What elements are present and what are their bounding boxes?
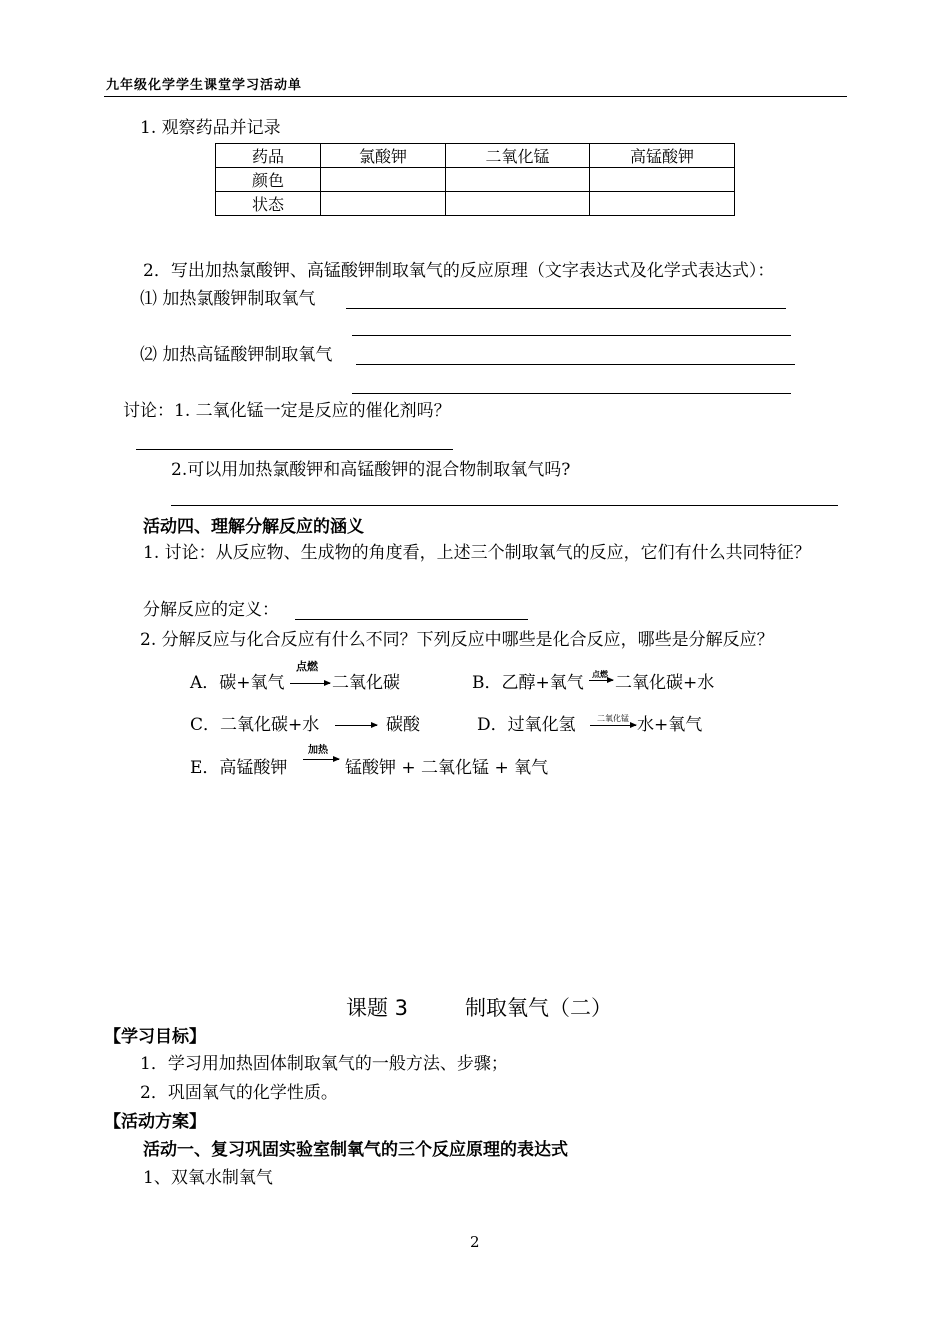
- reaction-arrow: [590, 725, 636, 726]
- reaction-arrow: [589, 680, 613, 681]
- drug-observation-table: [215, 143, 735, 216]
- table-cell: 颜色: [216, 168, 321, 192]
- answer-line[interactable]: [136, 449, 453, 450]
- reaction-b-right: 二氧化碳+水: [615, 673, 715, 693]
- table-cell[interactable]: [321, 168, 446, 192]
- header-rule: [104, 96, 847, 97]
- answer-line[interactable]: [295, 619, 528, 620]
- reaction-b-condition: 点燃: [592, 670, 608, 679]
- table-cell[interactable]: [446, 168, 590, 192]
- table-header-cell: 药品: [216, 144, 321, 168]
- table-cell: 状态: [216, 192, 321, 216]
- table-cell[interactable]: [321, 192, 446, 216]
- reaction-c-right: 碳酸: [386, 715, 420, 735]
- reaction-e-left: E．高锰酸钾: [190, 758, 288, 778]
- reaction-arrow: [290, 683, 330, 684]
- learning-goal-2: 2．巩固氧气的化学性质。: [140, 1083, 338, 1103]
- reaction-a-right: 二氧化碳: [332, 673, 400, 693]
- activity4-q2: 2. 分解反应与化合反应有什么不同？下列反应中哪些是化合反应，哪些是分解反应？: [140, 630, 774, 650]
- discussion-q2: 2.可以用加热氯酸钾和高锰酸钾的混合物制取氧气吗?: [171, 460, 571, 480]
- section2-item2: ⑵ 加热高锰酸钾制取氧气: [140, 345, 333, 365]
- reaction-arrow: [335, 725, 377, 726]
- learning-goals-label: 【学习目标】: [104, 1027, 206, 1047]
- lesson-title-text: 制取氧气（二）: [465, 996, 612, 1020]
- page-number: 2: [470, 1233, 480, 1251]
- answer-line[interactable]: [346, 308, 786, 309]
- table-cell[interactable]: [590, 168, 735, 192]
- activity4-title: 活动四、理解分解反应的涵义: [143, 517, 364, 537]
- lesson-title-number: 课题 3: [346, 996, 409, 1020]
- table-cell[interactable]: [590, 192, 735, 216]
- section2-item1: ⑴ 加热氯酸钾制取氧气: [140, 289, 316, 309]
- answer-line[interactable]: [352, 335, 791, 336]
- reaction-d-right: 水+氧气: [637, 715, 703, 735]
- reaction-e-right: 锰酸钾 + 二氧化锰 + 氧气: [345, 758, 549, 778]
- reaction-b-left: B．乙醇+氧气: [472, 673, 584, 693]
- reaction-a-left: A．碳+氧气: [190, 673, 285, 693]
- activity1-item1: 1、双氧水制氧气: [143, 1168, 273, 1188]
- table-header-row: [216, 144, 735, 168]
- reaction-arrow: [303, 759, 339, 760]
- table-header-cell: 高锰酸钾: [590, 144, 735, 168]
- answer-line[interactable]: [171, 505, 838, 506]
- activity4-q1: 1. 讨论：从反应物、生成物的角度看，上述三个制取氧气的反应，它们有什么共同特征？: [143, 543, 811, 563]
- table-header-cell: 二氧化锰: [446, 144, 590, 168]
- answer-line[interactable]: [352, 393, 791, 394]
- reaction-d-condition: 二氧化锰: [597, 714, 629, 723]
- answer-line[interactable]: [356, 364, 795, 365]
- reaction-e-condition: 加热: [308, 745, 328, 756]
- reaction-a-condition: 点燃: [296, 660, 318, 673]
- activity-plan-label: 【活动方案】: [104, 1112, 206, 1132]
- learning-goal-1: 1．学习用加热固体制取氧气的一般方法、步骤；: [140, 1054, 508, 1074]
- section2-heading: 2．写出加热氯酸钾、高锰酸钾制取氧气的反应原理（文字表达式及化学式表达式）：: [143, 261, 775, 281]
- activity1-title: 活动一、复习巩固实验室制氧气的三个反应原理的表达式: [143, 1140, 568, 1160]
- page-header-title: 九年级化学学生课堂学习活动单: [106, 78, 303, 93]
- table-row: [216, 168, 735, 192]
- reaction-d-left: D．过氧化氢: [477, 715, 576, 735]
- definition-label: 分解反应的定义：: [143, 600, 279, 620]
- section1-heading: 1. 观察药品并记录: [140, 118, 281, 138]
- discussion-q1: 讨论：1. 二氧化锰一定是反应的催化剂吗？: [123, 401, 451, 421]
- reaction-c-left: C．二氧化碳+水: [190, 715, 320, 735]
- table-cell[interactable]: [446, 192, 590, 216]
- table-row: [216, 192, 735, 216]
- table-header-cell: 氯酸钾: [321, 144, 446, 168]
